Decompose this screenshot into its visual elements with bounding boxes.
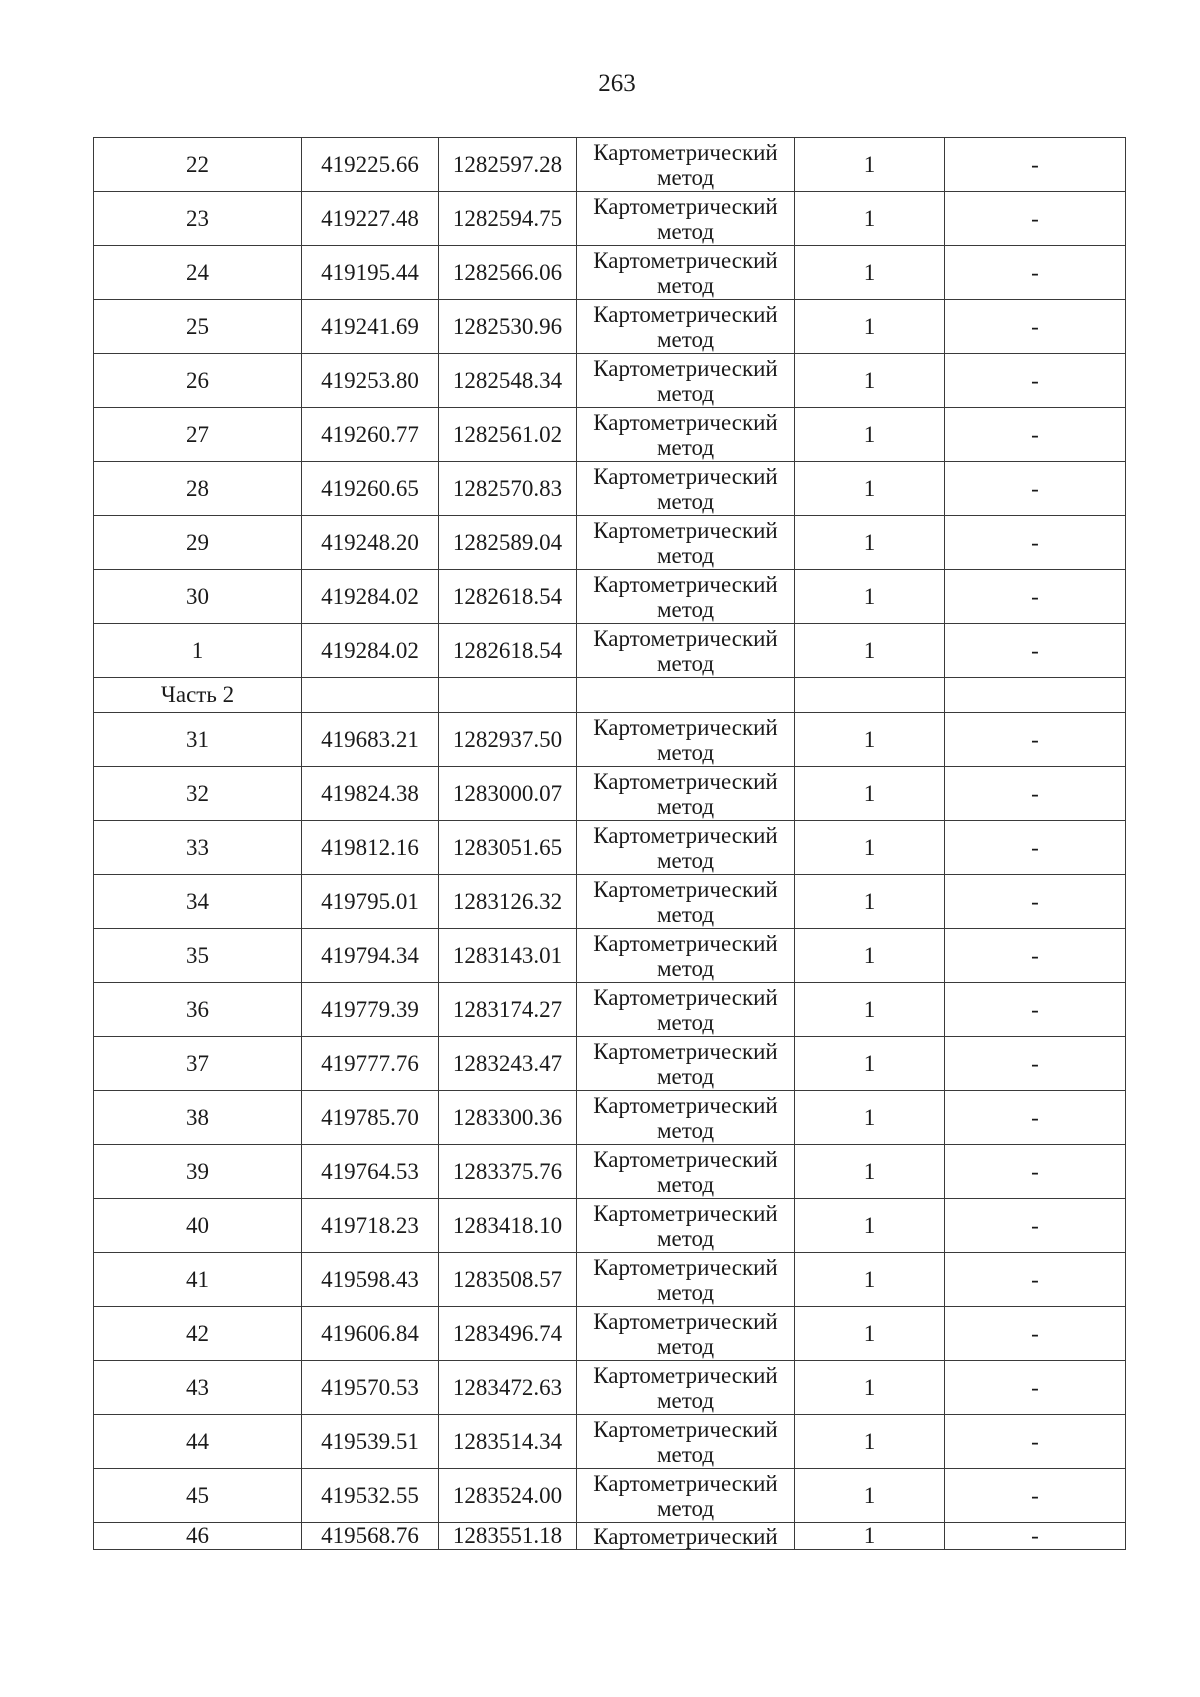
point-number-cell: 32 [94, 767, 302, 821]
method-cell [577, 624, 795, 678]
empty-cell [945, 678, 1126, 713]
y-coordinate-cell: 1283375.76 [439, 1145, 577, 1199]
y-coordinate-cell: 1282618.54 [439, 570, 577, 624]
method-line-1: Картометрический [593, 1362, 778, 1388]
section-label: Часть 2 [94, 678, 302, 713]
method-line-2: метод [656, 650, 715, 676]
method-line-2: метод [656, 1009, 715, 1035]
y-coordinate-cell: 1283243.47 [439, 1037, 577, 1091]
method-line-2: метод [656, 164, 715, 190]
coordinates-table [93, 137, 1126, 1550]
table-row [94, 1145, 1126, 1199]
extra-cell: - [945, 1145, 1126, 1199]
method-line-1: Картометрический [593, 1146, 778, 1172]
method-line-1: Картометрический [593, 1092, 778, 1118]
accuracy-cell: 1 [795, 1091, 945, 1145]
method-line-1: Картометрический [593, 876, 778, 902]
x-coordinate-cell: 419260.65 [302, 462, 439, 516]
extra-cell: - [945, 1469, 1126, 1523]
y-coordinate-cell: 1283300.36 [439, 1091, 577, 1145]
point-number-cell: 42 [94, 1307, 302, 1361]
extra-cell: - [945, 1523, 1126, 1550]
extra-cell: - [945, 983, 1126, 1037]
point-number-cell: 46 [94, 1523, 302, 1550]
point-number-cell: 27 [94, 408, 302, 462]
x-coordinate-cell: 419568.76 [302, 1523, 439, 1550]
method-line-1: Картометрический [593, 1254, 778, 1280]
point-number-cell: 25 [94, 300, 302, 354]
point-number-cell: 41 [94, 1253, 302, 1307]
method-cell [577, 1307, 795, 1361]
method-line-2: метод [656, 1495, 715, 1521]
point-number-cell: 31 [94, 713, 302, 767]
accuracy-cell: 1 [795, 713, 945, 767]
accuracy-cell: 1 [795, 246, 945, 300]
y-coordinate-cell: 1282566.06 [439, 246, 577, 300]
extra-cell: - [945, 570, 1126, 624]
y-coordinate-cell: 1283418.10 [439, 1199, 577, 1253]
method-line-1: Картометрический [593, 1470, 778, 1496]
method-line-2: метод [656, 739, 715, 765]
table-row [94, 570, 1126, 624]
extra-cell: - [945, 713, 1126, 767]
extra-cell: - [945, 929, 1126, 983]
point-number-cell: 1 [94, 624, 302, 678]
method-line-1: Картометрический [593, 301, 778, 327]
method-cell [577, 767, 795, 821]
x-coordinate-cell: 419225.66 [302, 138, 439, 192]
method-line-1: Картометрический [593, 1308, 778, 1334]
accuracy-cell: 1 [795, 138, 945, 192]
method-line-2: метод [656, 1279, 715, 1305]
y-coordinate-cell: 1283496.74 [439, 1307, 577, 1361]
accuracy-cell: 1 [795, 1253, 945, 1307]
accuracy-cell: 1 [795, 1199, 945, 1253]
method-cell [577, 1091, 795, 1145]
x-coordinate-cell: 419764.53 [302, 1145, 439, 1199]
method-cell [577, 570, 795, 624]
method-line-2: метод [656, 1387, 715, 1413]
table-row [94, 624, 1126, 678]
accuracy-cell: 1 [795, 875, 945, 929]
table-row [94, 192, 1126, 246]
method-line-2: метод [656, 272, 715, 298]
x-coordinate-cell: 419606.84 [302, 1307, 439, 1361]
method-line-2: метод [656, 434, 715, 460]
x-coordinate-cell: 419718.23 [302, 1199, 439, 1253]
accuracy-cell: 1 [795, 570, 945, 624]
accuracy-cell: 1 [795, 192, 945, 246]
method-line-2: метод [656, 1441, 715, 1467]
method-line-1: Картометрический [593, 409, 778, 435]
table-row [94, 983, 1126, 1037]
accuracy-cell: 1 [795, 300, 945, 354]
method-cell [577, 138, 795, 192]
table-row [94, 1091, 1126, 1145]
method-line-2: метод [656, 542, 715, 568]
method-cell [577, 1469, 795, 1523]
table-row [94, 516, 1126, 570]
method-cell [577, 300, 795, 354]
table-row [94, 1253, 1126, 1307]
method-cell [577, 408, 795, 462]
extra-cell: - [945, 462, 1126, 516]
y-coordinate-cell: 1283174.27 [439, 983, 577, 1037]
method-line-1: Картометрический [593, 1038, 778, 1064]
x-coordinate-cell: 419570.53 [302, 1361, 439, 1415]
point-number-cell: 22 [94, 138, 302, 192]
accuracy-cell: 1 [795, 624, 945, 678]
x-coordinate-cell: 419284.02 [302, 570, 439, 624]
extra-cell: - [945, 408, 1126, 462]
x-coordinate-cell: 419248.20 [302, 516, 439, 570]
method-line-1: Картометрический [593, 463, 778, 489]
point-number-cell: 37 [94, 1037, 302, 1091]
x-coordinate-cell: 419241.69 [302, 300, 439, 354]
method-cell [577, 929, 795, 983]
method-line-2: метод [656, 1333, 715, 1359]
accuracy-cell: 1 [795, 983, 945, 1037]
section-row [94, 678, 1126, 713]
x-coordinate-cell: 419824.38 [302, 767, 439, 821]
point-number-cell: 29 [94, 516, 302, 570]
method-line-1: Картометрический [593, 193, 778, 219]
table-row [94, 713, 1126, 767]
point-number-cell: 45 [94, 1469, 302, 1523]
extra-cell: - [945, 1253, 1126, 1307]
method-line-1: Картометрический [593, 355, 778, 381]
empty-cell [795, 678, 945, 713]
y-coordinate-cell: 1282530.96 [439, 300, 577, 354]
table-row [94, 1469, 1126, 1523]
point-number-cell: 26 [94, 354, 302, 408]
extra-cell: - [945, 1091, 1126, 1145]
y-coordinate-cell: 1282570.83 [439, 462, 577, 516]
method-cell [577, 354, 795, 408]
method-cell [577, 1523, 795, 1550]
y-coordinate-cell: 1283143.01 [439, 929, 577, 983]
method-line-2: метод [656, 847, 715, 873]
table-row [94, 1361, 1126, 1415]
point-number-cell: 43 [94, 1361, 302, 1415]
y-coordinate-cell: 1282548.34 [439, 354, 577, 408]
x-coordinate-cell: 419284.02 [302, 624, 439, 678]
method-line-1: Картометрический [593, 768, 778, 794]
method-line-1: Картометрический [593, 822, 778, 848]
x-coordinate-cell: 419253.80 [302, 354, 439, 408]
method-cell [577, 713, 795, 767]
y-coordinate-cell: 1283508.57 [439, 1253, 577, 1307]
point-number-cell: 34 [94, 875, 302, 929]
method-line-1: Картометрический [593, 139, 778, 165]
method-cell [577, 1199, 795, 1253]
method-line-1: Картометрический [593, 930, 778, 956]
y-coordinate-cell: 1283051.65 [439, 821, 577, 875]
y-coordinate-cell: 1282561.02 [439, 408, 577, 462]
table-row [94, 1523, 1126, 1550]
point-number-cell: 35 [94, 929, 302, 983]
method-line-2: метод [656, 488, 715, 514]
table-row [94, 462, 1126, 516]
extra-cell: - [945, 624, 1126, 678]
accuracy-cell: 1 [795, 929, 945, 983]
y-coordinate-cell: 1283524.00 [439, 1469, 577, 1523]
y-coordinate-cell: 1282937.50 [439, 713, 577, 767]
accuracy-cell: 1 [795, 1037, 945, 1091]
method-line-2: метод [656, 1225, 715, 1251]
point-number-cell: 28 [94, 462, 302, 516]
table-row [94, 1037, 1126, 1091]
x-coordinate-cell: 419227.48 [302, 192, 439, 246]
extra-cell: - [945, 516, 1126, 570]
accuracy-cell: 1 [795, 1307, 945, 1361]
x-coordinate-cell: 419683.21 [302, 713, 439, 767]
method-line-1: Картометрический [593, 517, 778, 543]
table-row [94, 138, 1126, 192]
point-number-cell: 38 [94, 1091, 302, 1145]
method-line-1: Картометрический [593, 1200, 778, 1226]
method-line-2: метод [656, 326, 715, 352]
table-row [94, 1307, 1126, 1361]
method-cell [577, 1253, 795, 1307]
table-row [94, 821, 1126, 875]
accuracy-cell: 1 [795, 1523, 945, 1550]
accuracy-cell: 1 [795, 1469, 945, 1523]
method-line-2: метод [656, 1171, 715, 1197]
extra-cell: - [945, 246, 1126, 300]
y-coordinate-cell: 1283514.34 [439, 1415, 577, 1469]
method-line-2: метод [656, 955, 715, 981]
method-cell [577, 821, 795, 875]
empty-cell [439, 678, 577, 713]
extra-cell: - [945, 875, 1126, 929]
extra-cell: - [945, 1361, 1126, 1415]
method-cell [577, 983, 795, 1037]
table-row [94, 1415, 1126, 1469]
accuracy-cell: 1 [795, 1415, 945, 1469]
method-cell [577, 1037, 795, 1091]
coordinates-table-body [94, 138, 1126, 1550]
x-coordinate-cell: 419785.70 [302, 1091, 439, 1145]
point-number-cell: 40 [94, 1199, 302, 1253]
accuracy-cell: 1 [795, 1145, 945, 1199]
table-row [94, 408, 1126, 462]
y-coordinate-cell: 1282618.54 [439, 624, 577, 678]
method-cell [577, 462, 795, 516]
method-line-1: Картометрический [593, 714, 778, 740]
point-number-cell: 33 [94, 821, 302, 875]
x-coordinate-cell: 419539.51 [302, 1415, 439, 1469]
y-coordinate-cell: 1283126.32 [439, 875, 577, 929]
accuracy-cell: 1 [795, 516, 945, 570]
method-line-2: метод [656, 1117, 715, 1143]
table-row [94, 246, 1126, 300]
accuracy-cell: 1 [795, 767, 945, 821]
table-row [94, 354, 1126, 408]
extra-cell: - [945, 138, 1126, 192]
table-row [94, 1199, 1126, 1253]
method-cell [577, 516, 795, 570]
method-line-1: Картометрический [593, 1523, 778, 1549]
extra-cell: - [945, 354, 1126, 408]
method-line-1: Картометрический [593, 571, 778, 597]
method-cell [577, 1145, 795, 1199]
method-line-2: метод [656, 793, 715, 819]
x-coordinate-cell: 419812.16 [302, 821, 439, 875]
extra-cell: - [945, 1415, 1126, 1469]
extra-cell: - [945, 1199, 1126, 1253]
point-number-cell: 39 [94, 1145, 302, 1199]
x-coordinate-cell: 419779.39 [302, 983, 439, 1037]
point-number-cell: 23 [94, 192, 302, 246]
table-row [94, 875, 1126, 929]
y-coordinate-cell: 1282589.04 [439, 516, 577, 570]
x-coordinate-cell: 419794.34 [302, 929, 439, 983]
accuracy-cell: 1 [795, 821, 945, 875]
y-coordinate-cell: 1283000.07 [439, 767, 577, 821]
x-coordinate-cell: 419795.01 [302, 875, 439, 929]
method-cell [577, 875, 795, 929]
method-cell [577, 1415, 795, 1469]
extra-cell: - [945, 300, 1126, 354]
extra-cell: - [945, 192, 1126, 246]
point-number-cell: 30 [94, 570, 302, 624]
method-line-2: метод [656, 901, 715, 927]
point-number-cell: 24 [94, 246, 302, 300]
method-cell [577, 192, 795, 246]
point-number-cell: 44 [94, 1415, 302, 1469]
extra-cell: - [945, 1307, 1126, 1361]
table-row [94, 767, 1126, 821]
x-coordinate-cell: 419532.55 [302, 1469, 439, 1523]
method-line-2: метод [656, 380, 715, 406]
method-cell [577, 1361, 795, 1415]
method-cell [577, 246, 795, 300]
x-coordinate-cell: 419777.76 [302, 1037, 439, 1091]
page-number: 263 [598, 70, 636, 97]
extra-cell: - [945, 1037, 1126, 1091]
method-line-2: метод [656, 596, 715, 622]
method-line-2: метод [656, 218, 715, 244]
y-coordinate-cell: 1282597.28 [439, 138, 577, 192]
extra-cell: - [945, 821, 1126, 875]
method-line-1: Картометрический [593, 247, 778, 273]
method-line-2: метод [656, 1063, 715, 1089]
accuracy-cell: 1 [795, 354, 945, 408]
point-number-cell: 36 [94, 983, 302, 1037]
extra-cell: - [945, 767, 1126, 821]
empty-cell [577, 678, 795, 713]
method-line-1: Картометрический [593, 1416, 778, 1442]
method-line-1: Картометрический [593, 984, 778, 1010]
y-coordinate-cell: 1282594.75 [439, 192, 577, 246]
accuracy-cell: 1 [795, 408, 945, 462]
x-coordinate-cell: 419598.43 [302, 1253, 439, 1307]
table-row [94, 929, 1126, 983]
y-coordinate-cell: 1283472.63 [439, 1361, 577, 1415]
accuracy-cell: 1 [795, 462, 945, 516]
x-coordinate-cell: 419260.77 [302, 408, 439, 462]
x-coordinate-cell: 419195.44 [302, 246, 439, 300]
y-coordinate-cell: 1283551.18 [439, 1523, 577, 1550]
table-row [94, 300, 1126, 354]
accuracy-cell: 1 [795, 1361, 945, 1415]
empty-cell [302, 678, 439, 713]
method-line-1: Картометрический [593, 625, 778, 651]
